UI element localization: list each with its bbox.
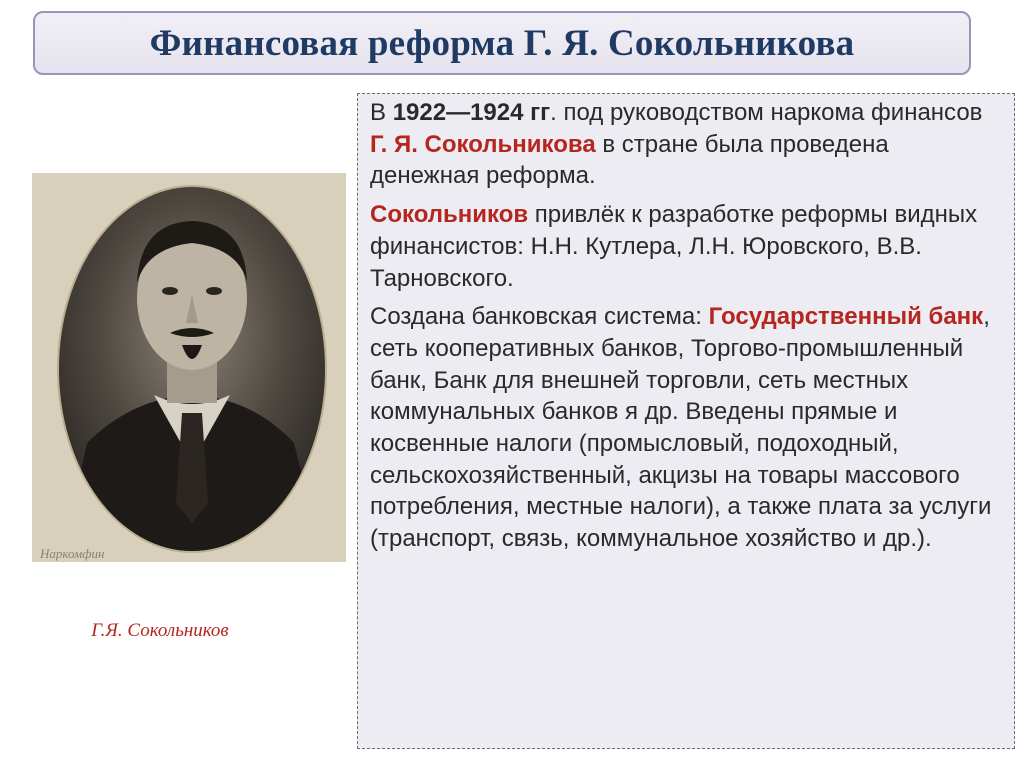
- text-fragment: , сеть кооперативных банков, Торгово-промышленный банк, Банк для внешней торговли, сеть местных коммунальных банков я др. Введены прямые и косвенные налоги (промысловый, подоходный, сельскохозяйственный, акцизы на товары массового потребления, местные налоги), а также плата за услуги (транспорт, связь, коммунальное хозяйство и др.).: [370, 303, 992, 553]
- portrait-photo: [32, 173, 346, 562]
- content-box: [357, 93, 1015, 749]
- paragraph-reform: [370, 97, 1004, 192]
- slide-title: Финансовая реформа Г. Я. Сокольникова: [149, 22, 855, 64]
- text-fragment: Создана банковская система:: [370, 303, 709, 331]
- paragraph-financiers: [370, 199, 1004, 294]
- title-banner: [33, 11, 971, 75]
- text-fragment: В: [370, 99, 393, 126]
- portrait-image: [32, 173, 346, 562]
- state-bank-highlight: Государственный банк: [708, 303, 984, 331]
- signature-text: Наркомфин: [40, 546, 105, 561]
- text-fragment: в стране была проведена денежная реформа.: [370, 130, 889, 190]
- name-highlight: Сокольников: [370, 201, 529, 229]
- text-fragment: . под руководством наркома финансов: [550, 99, 983, 126]
- years-highlight: 1922—1924 гг: [392, 99, 551, 126]
- name-highlight: Г. Я. Сокольникова: [370, 130, 596, 158]
- text-fragment: привлёк к разработке реформы видных финансистов: Н.Н. Кутлера, Л.Н. Юровского, В.В. Тарновского.: [370, 201, 978, 292]
- portrait-caption: Г.Я. Сокольников: [91, 620, 229, 641]
- paragraph-banking: [370, 301, 1004, 555]
